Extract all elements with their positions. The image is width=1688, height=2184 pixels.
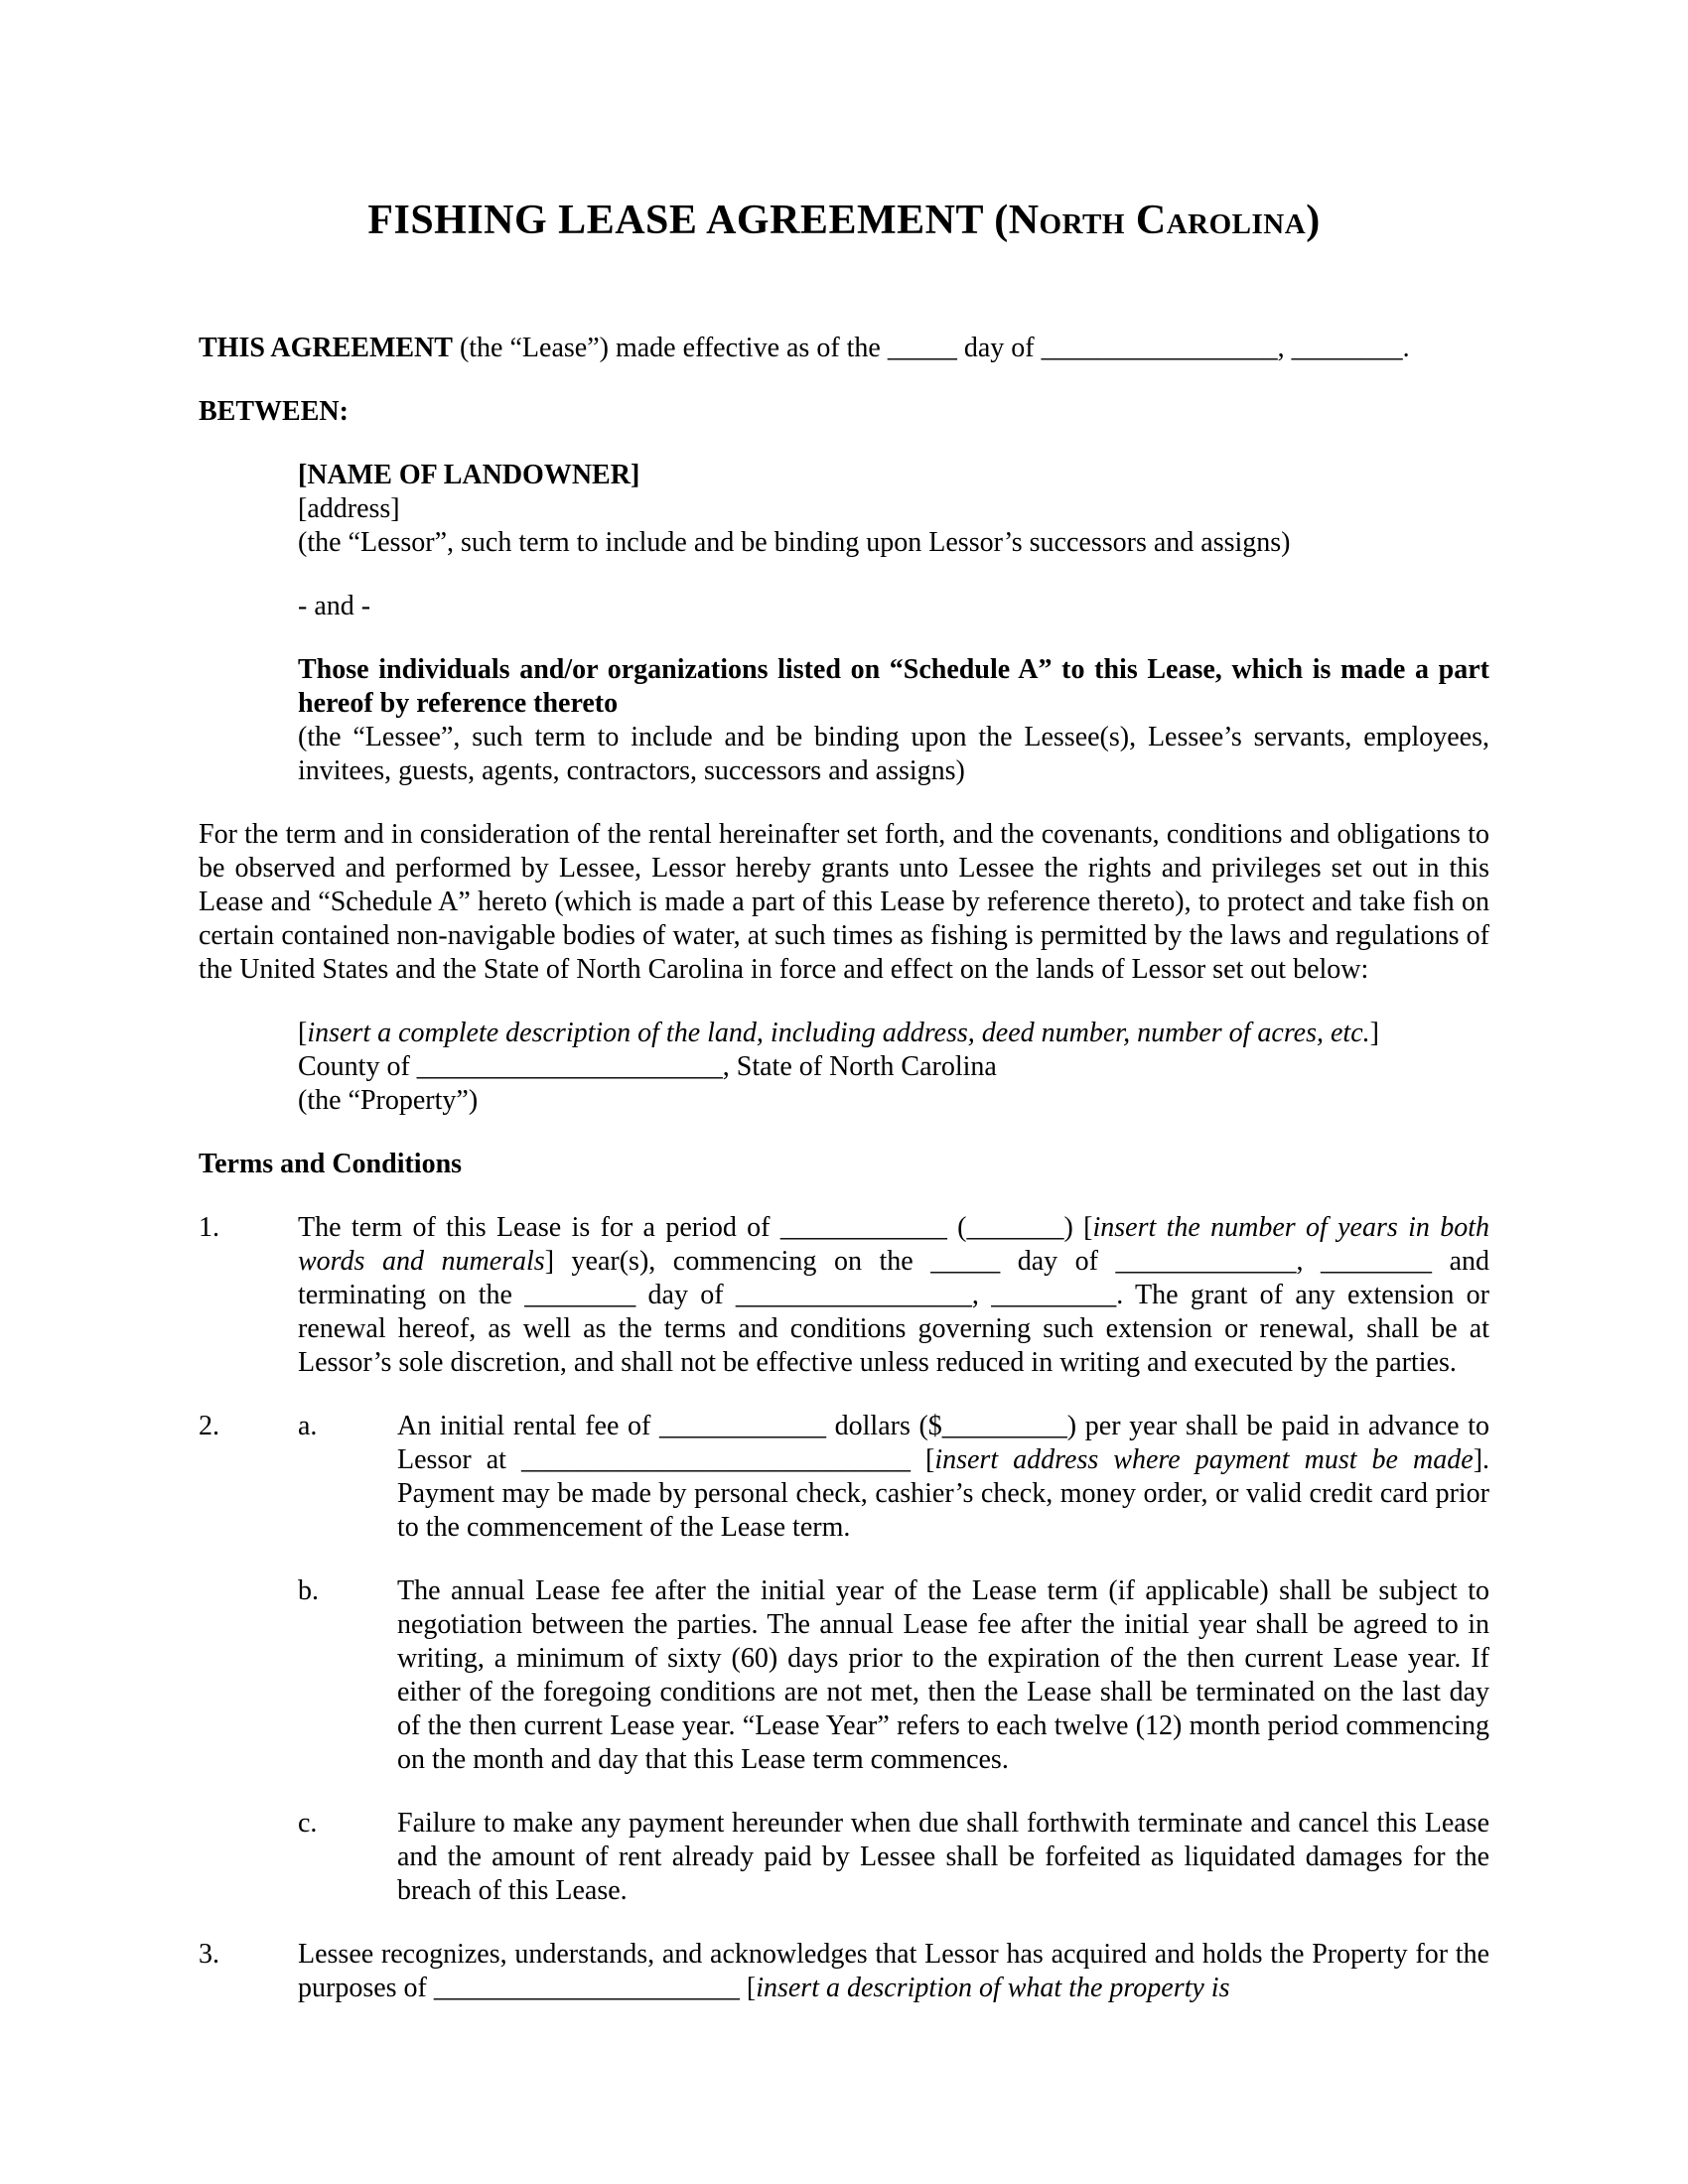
rental-subitem-c-text: Failure to make any payment hereunder when due shall forthwith terminate and cancel this Lease and the amount of rent already paid by Lessee shall be forfeited as liquidated damages for the breach of this Lease.	[397, 1808, 1489, 1906]
insert-payment-address-instruction: insert address where payment must be made	[934, 1444, 1474, 1475]
rental-item-2	[199, 1410, 1489, 1908]
subitem-letter: a.	[298, 1411, 318, 1441]
grant-paragraph: For the term and in consideration of the rental hereinafter set forth, and the covenants, conditions and obligations to be observed and performed by Lessee, Lessor hereby grants unto Lessee the rights and privileges set out in this Lease and “Schedule A” hereto (which is made a part of this Lease by reference thereto), to protect and take fish on certain contained non-navigable bodies of water, at such times as fishing is permitted by the laws and regulations of the United States and the State of North Carolina in force and effect on the lands of Lessor set out below:	[199, 819, 1489, 985]
intro-defined-term: THIS AGREEMENT	[199, 333, 453, 363]
title-text: FISHING LEASE AGREEMENT (	[367, 198, 1009, 243]
property-county-line: County of ______________________, State of North Carolina	[298, 1051, 997, 1082]
lessor-block	[298, 459, 1489, 560]
between-label: BETWEEN:	[199, 396, 349, 427]
subitem-letter: c.	[298, 1808, 318, 1839]
rental-subitem-b-text: The annual Lease fee after the initial year of the Lease term (if applicable) shall be subject to negotiation between the parties. The annual Lease fee after the initial year shall be agreed to in writing, a minimum of sixty (60) days prior to the expiration of the then current Lease year. If either of the foregoing conditions are not met, then the Lease shall be terminated on the last day of the then current Lease year. “Lease Year” refers to each twelve (12) month period commencing on the month and day that this Lease term commences.	[397, 1575, 1489, 1775]
insert-property-description-instruction: insert a description of what the property is	[756, 1973, 1230, 2003]
rental-subitem-c	[298, 1807, 1489, 1908]
purpose-text-1: Lessee recognizes, understands, and acknowledges that Lessor has acquired and holds the Property for the purposes of ______________________ [	[298, 1939, 1489, 2003]
title-jurisdiction: North Carolina	[1008, 198, 1307, 243]
lessor-definition: (the “Lessor”, such term to include and be binding upon Lessor’s successors and assigns)	[298, 527, 1291, 558]
bracket-open: [	[298, 1018, 308, 1048]
lessee-block	[298, 653, 1489, 788]
insert-land-description-instruction: insert a complete description of the land, including address, deed number, number of acres, etc.	[307, 1018, 1370, 1048]
rental-a-text-1: An initial rental fee of ____________ dollars ($_________) per year shall be paid in advance to Lessor at ____________________________ [	[397, 1411, 1489, 1475]
subitem-letter: b.	[298, 1575, 319, 1606]
and-separator: - and -	[298, 591, 371, 621]
title-close-paren: )	[1306, 198, 1321, 243]
rental-subitem-a-text	[397, 1410, 1489, 1545]
rental-a-text-2: ]. Payment may be made by personal check, cashier’s check, money order, or valid credit card prior to the commencement of the Lease term.	[397, 1444, 1490, 1543]
property-block	[298, 1017, 1489, 1118]
rental-subitem-a	[298, 1410, 1489, 1545]
term-item-1	[199, 1211, 1489, 1380]
purpose-item-3	[199, 1938, 1489, 2005]
term-text-1: The term of this Lease is for a period of ____________ (_______) [	[298, 1212, 1093, 1243]
lessee-name: Those individuals and/or organizations listed on “Schedule A” to this Lease, which is made a part hereof by reference thereto	[298, 654, 1489, 719]
rental-subitem-b	[298, 1574, 1489, 1777]
insert-years-instruction: insert the number of years in both words and numerals	[298, 1212, 1489, 1277]
property-description-placeholder	[298, 1017, 1489, 1050]
term-text-2: ] year(s), commencing on the _____ day of _____________, ________ and terminating on the ________ day of _________________, _________. The grant of any extension or renewal hereof, as well as the terms and conditions governing such extension or renewal, shall be at Lessor’s sole discretion, and shall not be effective unless reduced in writing and executed by the parties.	[298, 1246, 1489, 1378]
item-number: 1.	[199, 1212, 219, 1243]
document-title	[199, 197, 1489, 244]
item-number: 3.	[199, 1939, 219, 1970]
property-defined-term: (the “Property”)	[298, 1085, 479, 1116]
rental-subitems	[298, 1410, 1489, 1908]
item-number: 2.	[199, 1411, 219, 1441]
bracket-close: ]	[1369, 1018, 1379, 1048]
intro-text: (the “Lease”) made effective as of the _____ day of _________________, ________.	[452, 333, 1410, 363]
term-item-text	[298, 1211, 1489, 1380]
intro-paragraph	[199, 332, 1489, 365]
terms-and-conditions-heading: Terms and Conditions	[199, 1149, 463, 1179]
purpose-item-text	[298, 1938, 1489, 2005]
lessor-address-placeholder: [address]	[298, 493, 400, 524]
lessor-name-placeholder: [NAME OF LANDOWNER]	[298, 460, 640, 490]
lessee-definition: (the “Lessee”, such term to include and be binding upon the Lessee(s), Lessee’s servants, employees, invitees, guests, agents, contractors, successors and assigns)	[298, 722, 1489, 786]
